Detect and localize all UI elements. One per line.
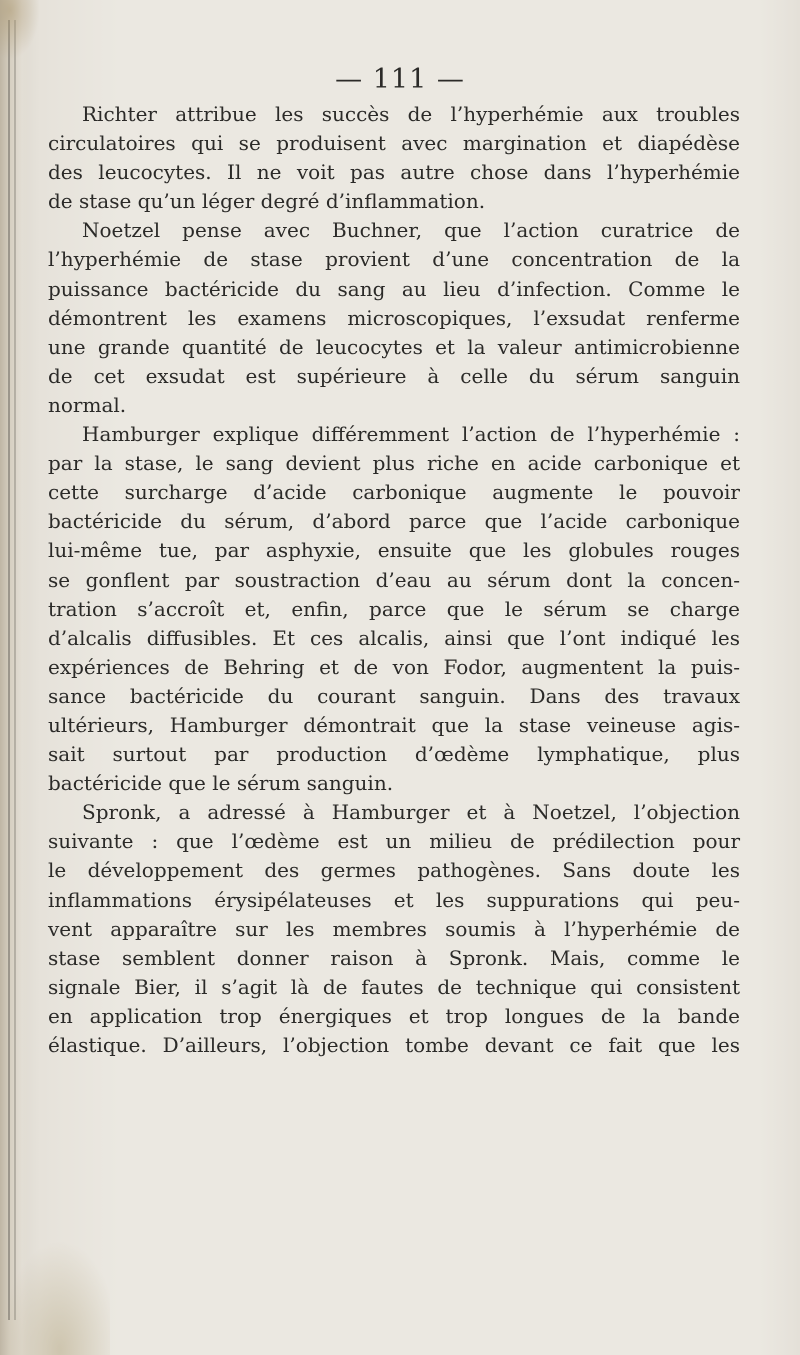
text-line: inflammations érysipélateuses et les suppurations qui peu- [48, 887, 740, 912]
text-line: stase semblent donner raison à Spronk. Mais, comme le [48, 945, 740, 970]
text-line: bactéricide que le sérum sanguin. [48, 771, 394, 796]
text-line: lui-même tue, par asphyxie, ensuite que les globules rouges [48, 538, 740, 563]
text-line: d’alcalis diffusibles. Et ces alcalis, ainsi que l’ont indiqué les [48, 625, 740, 650]
text-line: sait surtout par production d’œdème lymphatique, plus [48, 742, 740, 767]
text-line: par la stase, le sang devient plus riche en acide carbonique et [48, 451, 740, 476]
text-line: signale Bier, il s’agit là de fautes de technique qui consistent [48, 974, 740, 999]
text-line: puissance bactéricide du sang au lieu d’infection. Comme le [48, 276, 740, 301]
text-line: de stase qu’un léger degré d’inflammation. [48, 189, 486, 214]
text-line: le développement des germes pathogènes. Sans doute les [48, 858, 740, 883]
text-line: Hamburger explique différemment l’action de l’hyperhémie : [82, 422, 740, 447]
text-line: démontrent les examens microscopiques, l’exsudat renferme [48, 305, 740, 330]
paper-stain [0, 0, 40, 60]
text-line: Noetzel pense avec Buchner, que l’action curatrice de [82, 218, 740, 243]
text-line: l’hyperhémie de stase provient d’une concentration de la [48, 247, 740, 272]
paper-stain [0, 1240, 110, 1355]
page-number-header: — 111 — [335, 64, 465, 95]
text-line: des leucocytes. Il ne voit pas autre chose dans l’hyperhémie [48, 160, 740, 185]
text-line: se gonflent par soustraction d’eau au sérum dont la concen- [48, 567, 740, 592]
gutter-line [8, 20, 10, 1320]
gutter-line [14, 20, 16, 1320]
text-line: cette surcharge d’acide carbonique augmente le pouvoir [48, 480, 740, 505]
text-line: une grande quantité de leucocytes et la valeur antimicrobienne [48, 334, 740, 359]
text-line: élastique. D’ailleurs, l’objection tombe devant ce fait que les [48, 1033, 740, 1057]
text-line: tration s’accroît et, enfin, parce que le sérum se charge [48, 596, 740, 621]
text-line: expériences de Behring et de von Fodor, augmentent la puis- [48, 654, 740, 679]
text-line: Spronk, a adressé à Hamburger et à Noetzel, l’objection [82, 800, 740, 825]
text-line: ultérieurs, Hamburger démontrait que la stase veineuse agis- [48, 712, 740, 737]
text-line: Richter attribue les succès de l’hyperhémie aux troubles [82, 102, 740, 126]
text-line: circulatoires qui se produisent avec margination et diapédèse [48, 131, 740, 156]
text-line: suivante : que l’œdème est un milieu de prédilection pour [48, 829, 740, 854]
text-line: de cet exsudat est supérieure à celle du sérum sanguin [48, 363, 740, 388]
text-line: en application trop énergiques et trop longues de la bande [48, 1003, 740, 1028]
text-line: vent apparaître sur les membres soumis à l’hyperhémie de [48, 916, 740, 941]
text-line: normal. [48, 392, 127, 417]
body-text [48, 100, 740, 1060]
text-line: bactéricide du sérum, d’abord parce que l’acide carbonique [48, 509, 740, 534]
text-line: sance bactéricide du courant sanguin. Dans des travaux [48, 683, 740, 708]
